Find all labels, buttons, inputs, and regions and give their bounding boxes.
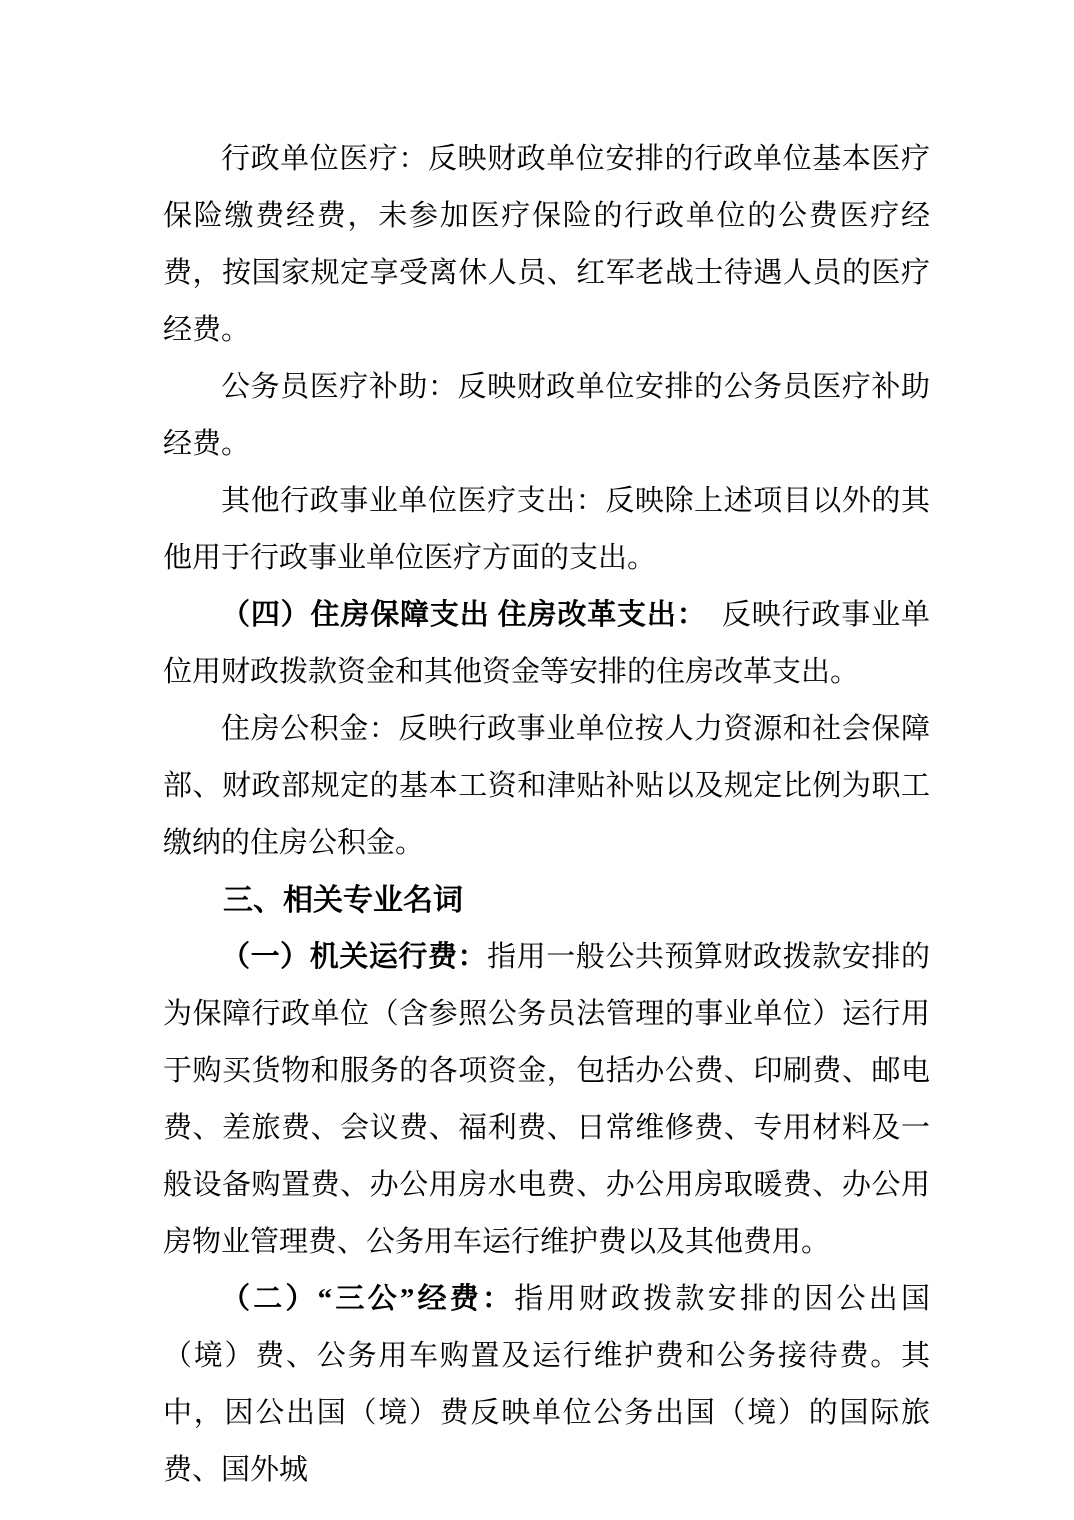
bold-lead-text: （四）住房保障支出 住房改革支出： [221, 599, 693, 631]
paragraph [163, 473, 930, 587]
body-text: 行政单位医疗：反映财政单位安排的行政单位基本医疗保险缴费经费，未参加医疗保险的行政单位的公费医疗经费，按国家规定享受离休人员、红军老战士待遇人员的医疗经费。 [163, 143, 930, 346]
body-text: 指用一般公共预算财政拨款安排的为保障行政单位（含参照公务员法管理的事业单位）运行用于购买货物和服务的各项资金，包括办公费、印刷费、邮电费、差旅费、会议费、福利费、日常维修费、专用材料及一般设备购置费、办公用房水电费、办公用房取暖费、办公用房物业管理费、公务用车运行维护费以及其他费用。 [163, 941, 930, 1258]
bold-lead-text: （一）机关运行费： [221, 941, 488, 973]
body-text: 其他行政事业单位医疗支出：反映除上述项目以外的其他用于行政事业单位医疗方面的支出。 [163, 485, 930, 574]
body-text: 住房公积金：反映行政事业单位按人力资源和社会保障部、财政部规定的基本工资和津贴补贴以及规定比例为职工缴纳的住房公积金。 [163, 713, 930, 859]
bold-lead-text: 三、相关专业名词 [223, 883, 463, 918]
paragraph [163, 929, 930, 1271]
paragraph [163, 587, 930, 701]
section-heading [163, 872, 930, 929]
paragraph [163, 131, 930, 359]
body-text: 指用财政拨款安排的因公出国（境）费、公务用车购置及运行维护费和公务接待费。其中，因公出国（境）费反映单位公务出国（境）的国际旅费、国外城 [163, 1283, 930, 1486]
paragraph [163, 359, 930, 473]
body-text: 反映行政事业单位用财政拨款资金和其他资金等安排的住房改革支出。 [163, 599, 930, 688]
paragraph [163, 1271, 930, 1499]
paragraph [163, 701, 930, 872]
body-text: 公务员医疗补助：反映财政单位安排的公务员医疗补助经费。 [163, 371, 930, 460]
bold-lead-text: （二）“三公”经费： [221, 1283, 515, 1315]
